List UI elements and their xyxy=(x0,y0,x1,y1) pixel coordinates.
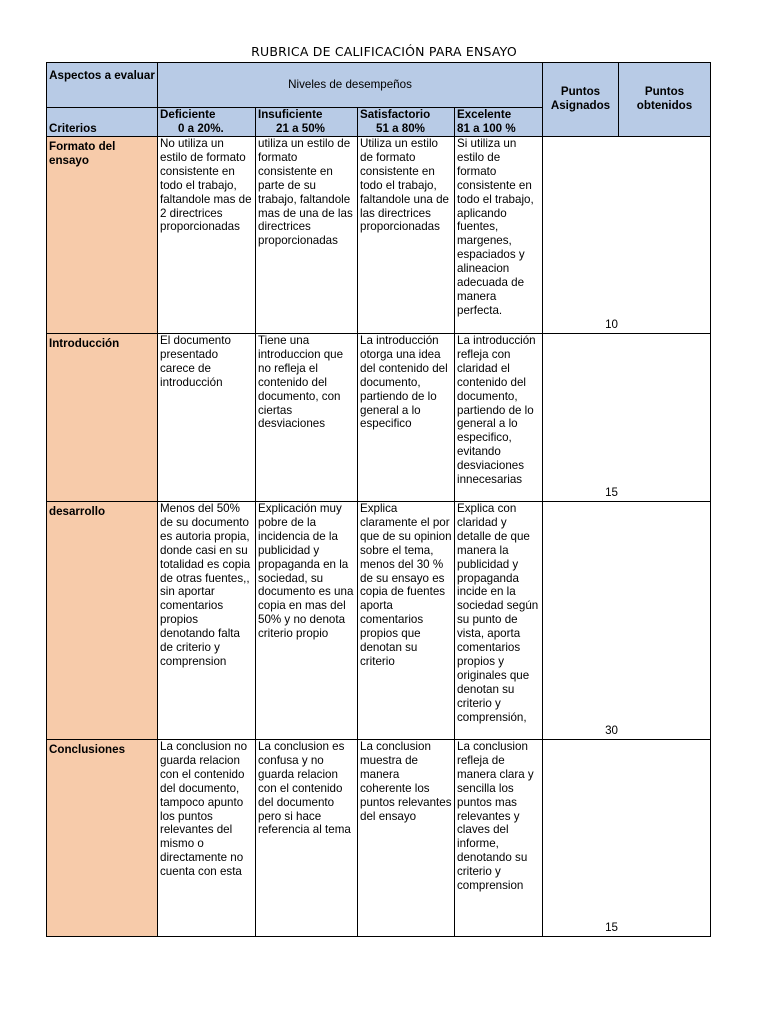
descriptor-cell: Explica claramente el por que de su opinion sobre el tema, menos del 30 % de su ensayo es copia de fuentes aporta comentarios propios que denotan su criterio xyxy=(358,502,455,740)
criterion-label: Conclusiones xyxy=(47,740,158,937)
descriptor-cell: No utiliza un estilo de formato consistente en todo el trabajo, faltandole mas de 2 directrices proporcionadas xyxy=(158,137,256,334)
puntos-asignados-header: Puntos Asignados xyxy=(543,63,619,137)
descriptor-cell: Si utiliza un estilo de formato consistente en todo el trabajo, aplicando fuentes, margenes, espaciados y alineacion adecuada de manera perfecta. xyxy=(455,137,543,334)
criterion-label: desarrollo xyxy=(47,502,158,740)
points-assigned: 10 xyxy=(543,137,711,334)
descriptor-cell: La introducción refleja con claridad el contenido del documento, partiendo de lo general a lo especifico, evitando desviaciones innecesarias xyxy=(455,334,543,502)
table-row xyxy=(47,502,711,740)
level-satisfactorio xyxy=(358,108,455,137)
level-name: Insuficiente xyxy=(258,108,323,121)
descriptor-cell: utiliza un estilo de formato consistente en parte de su trabajo, faltandole mas de una de las directrices proporcionadas xyxy=(256,137,358,334)
criterios-header: Criterios xyxy=(47,108,158,137)
descriptor-cell: Explicación muy pobre de la incidencia de la publicidad y propaganda en la sociedad, su documento es una copia en mas del 50% y no denota criterio propio xyxy=(256,502,358,740)
niveles-header: Niveles de desempeños xyxy=(158,63,543,108)
criterion-label: Introducción xyxy=(47,334,158,502)
level-range: 51 a 80% xyxy=(376,121,425,135)
table-row xyxy=(47,740,711,937)
points-assigned: 30 xyxy=(543,502,711,740)
descriptor-cell: La conclusion no guarda relacion con el contenido del documento, tampoco apunto los puntos relevantes del mismo o directamente no cuenta con esta xyxy=(158,740,256,937)
points-assigned: 15 xyxy=(543,740,711,937)
level-name: Excelente xyxy=(457,108,512,121)
level-name: Deficiente xyxy=(160,108,216,121)
aspectos-header: Aspectos a evaluar xyxy=(47,63,158,108)
descriptor-cell: La conclusion muestra de manera coherente los puntos relevantes del ensayo xyxy=(358,740,455,937)
descriptor-cell: Utiliza un estilo de formato consistente en todo el trabajo, faltandole una de las directrices proporcionadas xyxy=(358,137,455,334)
level-name: Satisfactorio xyxy=(360,108,431,121)
descriptor-cell: La conclusion refleja de manera clara y sencilla los puntos mas relevantes y claves del informe, denotando su criterio y comprension xyxy=(455,740,543,937)
level-range: 0 a 20%. xyxy=(178,121,224,135)
level-excelente xyxy=(455,108,543,137)
level-range: 81 a 100 % xyxy=(457,121,516,135)
descriptor-cell: El documento presentado carece de introducción xyxy=(158,334,256,502)
criterion-label: Formato del ensayo xyxy=(47,137,158,334)
document-title: RUBRICA DE CALIFICACIÓN PARA ENSAYO xyxy=(251,44,517,59)
level-insuficiente xyxy=(256,108,358,137)
level-deficiente xyxy=(158,108,256,137)
descriptor-cell: Menos del 50% de su documento es autoria propia, donde casi en su totalidad es copia de otras fuentes,, sin aportar comentarios propios denotando falta de criterio y comprension xyxy=(158,502,256,740)
descriptor-cell: La conclusion es confusa y no guarda relacion con el contenido del documento pero si hace referencia al tema xyxy=(256,740,358,937)
descriptor-cell: La introducción otorga una idea del contenido del documento, partiendo de lo general a lo especifico xyxy=(358,334,455,502)
descriptor-cell: Tiene una introduccion que no refleja el contenido del documento, con ciertas desviaciones xyxy=(256,334,358,502)
points-assigned: 15 xyxy=(543,334,711,502)
table-row xyxy=(47,137,711,334)
header-row-top xyxy=(47,63,711,108)
level-range: 21 a 50% xyxy=(276,121,325,135)
rubric-table xyxy=(46,62,711,937)
table-row xyxy=(47,334,711,502)
puntos-obtenidos-header: Puntos obtenidos xyxy=(619,63,711,137)
descriptor-cell: Explica con claridad y detalle de que manera la publicidad y propaganda incide en la sociedad según su punto de vista, aporta comentarios propios y originales que denotan su criterio y comprensión, xyxy=(455,502,543,740)
